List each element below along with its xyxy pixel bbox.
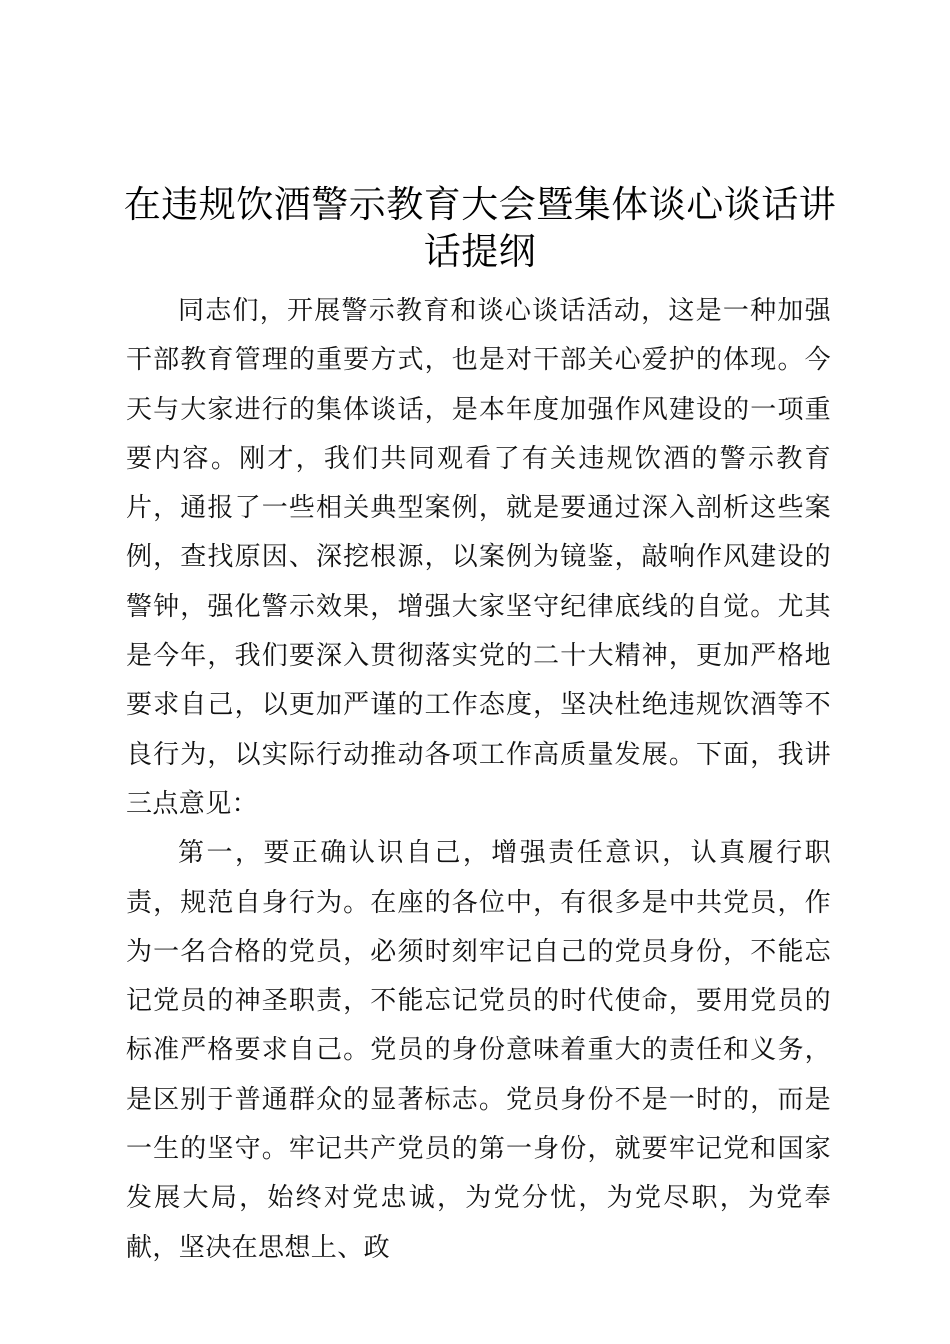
paragraph-point-one: 第一，要正确认识自己，增强责任意识，认真履行职责，规范自身行为。在座的各位中，有很多是中共党员，作为一名合格的党员，必须时刻牢记自己的党员身份，不能忘记党员的神圣职责，不能忘记党员的时代使命，要用党员的标准严格要求自己。党员的身份意味着重大的责任和义务，是区别于普通群众的显著标志。党员身份不是一时的，而是一生的坚守。牢记共产党员的第一身份，就要牢记党和国家发展大局，始终对党忠诚，为党分忧，为党尽职，为党奉献，坚决在思想上、政 bbox=[126, 838, 831, 1263]
document-body bbox=[126, 287, 831, 1273]
paragraph-intro: 同志们，开展警示教育和谈心谈话活动，这是一种加强干部教育管理的重要方式，也是对干部关心爱护的体现。今天与大家进行的集体谈话，是本年度加强作风建设的一项重要内容。刚才，我们共同观看了有关违规饮酒的警示教育片，通报了一些相关典型案例，就是要通过深入剖析这些案例，查找原因、深挖根源，以案例为镜鉴，敲响作风建设的警钟，强化警示效果，增强大家坚守纪律底线的自觉。尤其是今年，我们要深入贯彻落实党的二十大精神，更加严格地要求自己，以更加严谨的工作态度，坚决杜绝违规饮酒等不良行为，以实际行动推动各项工作高质量发展。下面，我讲三点意见： bbox=[126, 296, 831, 819]
document-title: 在违规饮酒警示教育大会暨集体谈心谈话讲话提纲 bbox=[123, 183, 837, 273]
